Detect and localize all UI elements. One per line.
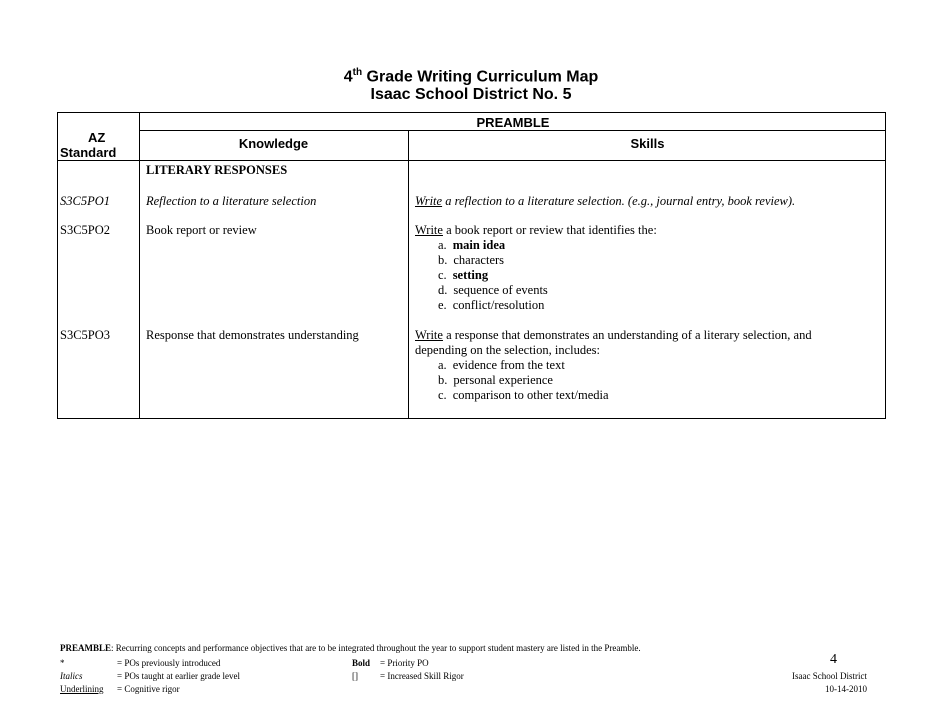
az-header-line2: Standard — [60, 145, 117, 160]
list-marker: b. — [438, 373, 448, 387]
legend-key: [] — [352, 671, 358, 681]
legend-text: = Priority PO — [380, 658, 429, 668]
header-divider — [58, 160, 885, 161]
skill-verb: Write — [415, 328, 443, 342]
list-item — [438, 253, 504, 268]
preamble-header: PREAMBLE — [476, 115, 550, 130]
list-marker: c. — [438, 268, 447, 282]
legend-key: Bold — [352, 658, 371, 668]
legend-key: * — [60, 658, 65, 668]
list-text: comparison to other text/media — [452, 388, 609, 402]
curriculum-table — [57, 112, 886, 419]
footer-org: Isaac School District — [792, 671, 867, 681]
knowledge-text: Book report or review — [146, 223, 257, 237]
list-text: evidence from the text — [452, 358, 565, 372]
list-item — [438, 268, 488, 283]
knowledge-text: Response that demonstrates understanding — [146, 328, 359, 342]
list-marker: e. — [438, 298, 447, 312]
list-marker: a. — [438, 238, 447, 252]
standard-code: S3C5PO2 — [60, 223, 111, 237]
az-header-line1: AZ — [88, 130, 106, 145]
skill-description: a response that demonstrates an understanding of a literary selection, and — [442, 328, 812, 342]
skill-verb: Write — [415, 194, 443, 208]
skills-header: Skills — [630, 136, 665, 151]
skill-verb: Write — [415, 223, 443, 237]
title-text: Grade Writing Curriculum Map — [362, 68, 599, 86]
legend-text: = Cognitive rigor — [117, 684, 180, 694]
list-item — [438, 388, 609, 403]
knowledge-header: Knowledge — [238, 136, 309, 151]
district-title: Isaac School District No. 5 — [370, 86, 572, 103]
list-marker: c. — [438, 388, 447, 402]
list-item — [438, 373, 553, 388]
list-marker: d. — [438, 283, 448, 297]
list-text: sequence of events — [453, 283, 548, 297]
list-item — [438, 358, 565, 373]
knowledge-text: Reflection to a literature selection — [146, 194, 317, 208]
list-text: main idea — [452, 238, 506, 252]
list-text: characters — [453, 253, 505, 267]
column-divider-knowledge — [408, 130, 409, 418]
footer-preamble-label: PREAMBLE — [60, 643, 112, 653]
page-number: 4 — [830, 652, 837, 667]
section-title: LITERARY RESPONSES — [146, 163, 288, 177]
footer-preamble-note — [60, 643, 641, 653]
skill-text-continued: depending on the selection, includes: — [415, 343, 601, 357]
list-text: setting — [452, 268, 489, 282]
legend-text: = POs taught at earlier grade level — [117, 671, 241, 681]
footer-preamble-text: : Recurring concepts and performance objectives that are to be integrated throughout the year to support student mastery are listed in the Preamble. — [111, 643, 641, 653]
list-marker: b. — [438, 253, 448, 267]
skill-text — [415, 194, 795, 209]
page-title — [0, 67, 942, 86]
legend-key: Underlining — [60, 684, 104, 694]
footer-date: 10-14-2010 — [825, 684, 867, 694]
legend-key: Italics — [60, 671, 83, 681]
list-item — [438, 238, 505, 253]
list-text: conflict/resolution — [452, 298, 545, 312]
list-text: personal experience — [453, 373, 553, 387]
skill-description: a reflection to a literature selection. (e.g., journal entry, book review). — [442, 194, 796, 208]
skill-description: a book report or review that identifies the: — [442, 223, 657, 237]
column-divider-standard — [139, 113, 140, 418]
preamble-divider — [139, 130, 885, 131]
list-marker: a. — [438, 358, 447, 372]
title-grade: 4 — [343, 68, 353, 86]
standard-code: S3C5PO1 — [60, 194, 110, 208]
list-item — [438, 283, 548, 298]
skill-text — [415, 328, 812, 343]
skill-text — [415, 223, 657, 238]
list-item — [438, 298, 544, 313]
legend-text: = POs previously introduced — [117, 658, 221, 668]
standard-code: S3C5PO3 — [60, 328, 111, 342]
legend-text: = Increased Skill Rigor — [380, 671, 464, 681]
title-superscript: th — [352, 67, 363, 78]
